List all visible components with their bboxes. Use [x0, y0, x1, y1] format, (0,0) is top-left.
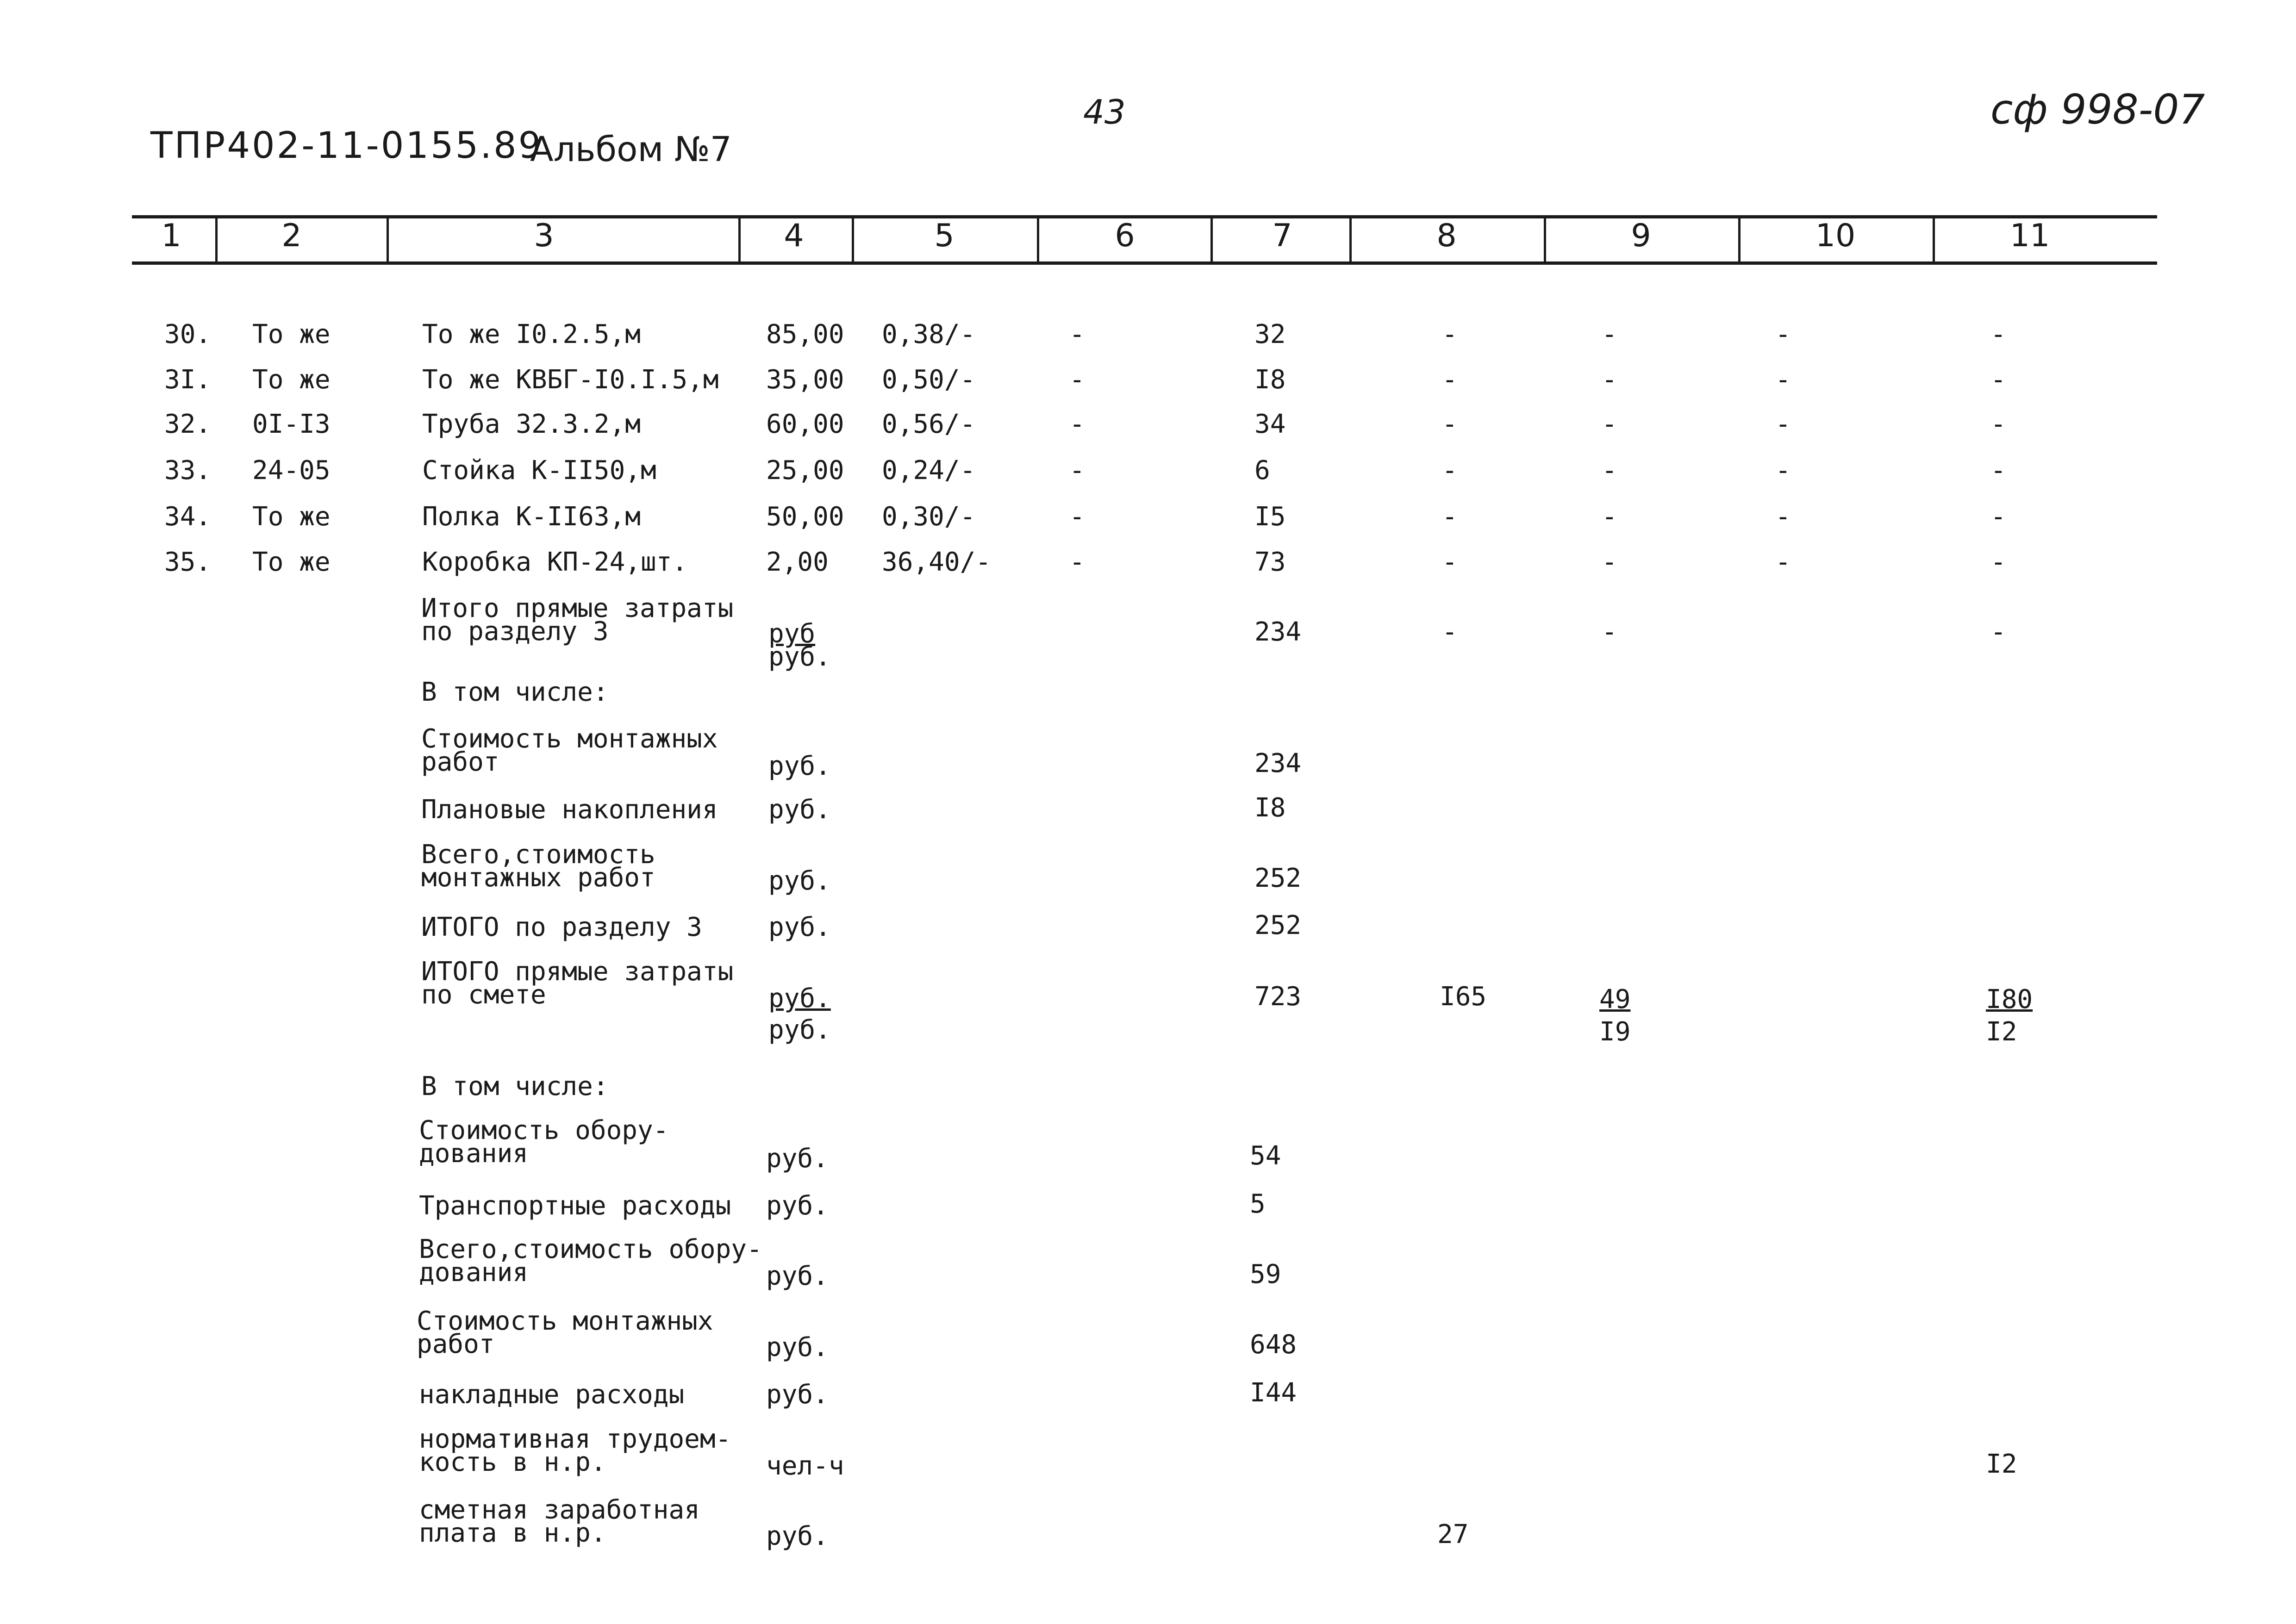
- summary-col7: 59: [1250, 1259, 1281, 1289]
- row-col7: 73: [1254, 547, 1286, 577]
- row-quantity: 25,00: [766, 455, 844, 485]
- summary-label: Транспортные расходы: [419, 1191, 731, 1221]
- summary-unit: руб.: [766, 1380, 829, 1410]
- row-col11: -: [1990, 455, 2006, 485]
- col-separator: [738, 217, 741, 262]
- row-reference: 24-05: [252, 455, 331, 485]
- column-number: 8: [1436, 218, 1457, 254]
- summary-unit: руб.: [766, 1332, 829, 1363]
- column-number: 7: [1272, 218, 1292, 254]
- row-name: Полка К-II63,м: [422, 502, 641, 532]
- row-number: 34.: [164, 502, 212, 532]
- column-number: 10: [1815, 218, 1856, 254]
- row-reference: То же: [252, 365, 331, 395]
- col-separator: [1738, 217, 1741, 262]
- row-col7: 32: [1254, 319, 1286, 349]
- row-col7: I5: [1254, 502, 1286, 532]
- row-col10: -: [1775, 455, 1791, 485]
- summary-unit-top: руб.: [768, 983, 831, 1014]
- column-number: 3: [534, 218, 554, 254]
- column-number: 6: [1115, 218, 1135, 254]
- summary-col7: 252: [1254, 863, 1302, 893]
- row-price: 0,56/-: [882, 409, 976, 439]
- row-quantity: 85,00: [766, 319, 844, 349]
- summary-label: ИТОГО прямые затраты по смете: [421, 957, 734, 1010]
- header-bottom-rule: [132, 261, 2157, 265]
- column-number: 1: [161, 218, 181, 254]
- row-quantity: 60,00: [766, 409, 844, 439]
- page-number: 43: [1083, 93, 1126, 131]
- column-number: 4: [784, 218, 804, 254]
- row-col11: -: [1990, 547, 2006, 577]
- document-code: ТПР402-11-0155.89: [150, 125, 543, 167]
- summary-col7: 5: [1250, 1189, 1266, 1219]
- summary-col11: -: [1990, 617, 2006, 647]
- summary-unit: чел-ч: [766, 1451, 844, 1481]
- row-col9: -: [1602, 547, 1617, 577]
- summary-label: Стоимость монтажных работ: [417, 1306, 713, 1359]
- row-col11: -: [1990, 319, 2006, 349]
- row-col9: -: [1602, 409, 1617, 439]
- summary-col7: 54: [1250, 1141, 1281, 1171]
- summary-col7: 723: [1254, 982, 1302, 1012]
- summary-col11-bottom: I2: [1986, 1017, 2017, 1047]
- row-col10: -: [1775, 409, 1791, 439]
- row-col6: -: [1069, 455, 1085, 485]
- column-number: 9: [1631, 218, 1651, 254]
- summary-unit: руб.: [768, 751, 831, 781]
- summary-col8: -: [1442, 617, 1458, 647]
- row-number: 33.: [164, 455, 212, 485]
- row-col11: -: [1990, 409, 2006, 439]
- summary-label: Плановые накопления: [421, 795, 718, 825]
- row-col9: -: [1602, 319, 1617, 349]
- summary-col7: I44: [1250, 1378, 1297, 1408]
- row-name: Труба 32.3.2,м: [422, 409, 641, 439]
- row-col7: I8: [1254, 365, 1286, 395]
- summary-unit: руб.: [766, 1144, 829, 1174]
- summary-col11-top: I80: [1986, 984, 2033, 1014]
- summary-unit-bottom: руб.: [768, 1015, 831, 1045]
- row-col6: -: [1069, 365, 1085, 395]
- row-col7: 34: [1254, 409, 1286, 439]
- row-reference: То же: [252, 502, 331, 532]
- summary-col7: I8: [1254, 793, 1286, 823]
- summary-label: сметная заработная плата в н.р.: [419, 1495, 700, 1548]
- summary-col8: I65: [1440, 982, 1487, 1012]
- column-number: 11: [2009, 218, 2050, 254]
- row-number: 3I.: [164, 365, 212, 395]
- row-col7: 6: [1254, 455, 1270, 485]
- row-col8: -: [1442, 409, 1458, 439]
- col-separator: [1349, 217, 1352, 262]
- summary-label: Стоимость монтажных работ: [421, 724, 718, 777]
- section-subheading: В том числе:: [421, 1071, 609, 1101]
- row-name: Коробка КП-24,шт.: [422, 547, 688, 577]
- summary-label: Итого прямые затраты по разделу 3: [421, 593, 734, 647]
- col-separator: [1037, 217, 1039, 262]
- summary-unit: руб.: [766, 1261, 829, 1291]
- row-col8: -: [1442, 455, 1458, 485]
- row-col10: -: [1775, 319, 1791, 349]
- summary-col9-top: 49: [1599, 984, 1631, 1014]
- row-col6: -: [1069, 547, 1085, 577]
- row-col8: -: [1442, 547, 1458, 577]
- summary-label: Всего,стоимость обору- дования: [419, 1234, 762, 1288]
- summary-col9-bottom: I9: [1599, 1017, 1631, 1047]
- row-col6: -: [1069, 409, 1085, 439]
- row-col6: -: [1069, 319, 1085, 349]
- summary-col7: 252: [1254, 910, 1302, 940]
- summary-unit: руб.: [766, 1521, 829, 1551]
- row-col10: -: [1775, 547, 1791, 577]
- row-col11: -: [1990, 502, 2006, 532]
- summary-unit-bottom: руб.: [768, 642, 831, 672]
- summary-unit: руб.: [768, 795, 831, 825]
- summary-unit: руб.: [768, 866, 831, 896]
- row-col10: -: [1775, 502, 1791, 532]
- album-number: Альбом №7: [530, 130, 732, 169]
- column-number: 5: [934, 218, 955, 254]
- row-reference: 0I-I3: [252, 409, 331, 439]
- row-name: То же КВБГ-I0.I.5,м: [422, 365, 719, 395]
- row-col8: -: [1442, 319, 1458, 349]
- summary-label: Всего,стоимость монтажных работ: [421, 840, 655, 893]
- row-reference: То же: [252, 547, 331, 577]
- row-price: 36,40/-: [882, 547, 992, 577]
- summary-col11: I2: [1986, 1449, 2017, 1479]
- col-separator: [852, 217, 854, 262]
- column-number: 2: [281, 218, 302, 254]
- row-number: 30.: [164, 319, 212, 349]
- row-col11: -: [1990, 365, 2006, 395]
- row-number: 35.: [164, 547, 212, 577]
- summary-label: Стоимость обору- дования: [419, 1115, 669, 1169]
- summary-col7: 234: [1254, 617, 1302, 647]
- row-price: 0,38/-: [882, 319, 976, 349]
- summary-col7: 648: [1250, 1330, 1297, 1360]
- row-col10: -: [1775, 365, 1791, 395]
- summary-label: накладные расходы: [419, 1380, 685, 1410]
- col-separator: [387, 217, 389, 262]
- row-name: То же I0.2.5,м: [422, 319, 641, 349]
- col-separator: [1544, 217, 1546, 262]
- summary-label: ИТОГО по разделу 3: [421, 912, 702, 942]
- row-quantity: 2,00: [766, 547, 829, 577]
- row-col9: -: [1602, 455, 1617, 485]
- row-price: 0,30/-: [882, 502, 976, 532]
- summary-unit-top: руб: [768, 619, 816, 649]
- row-price: 0,50/-: [882, 365, 976, 395]
- summary-label: нормативная трудоем- кость в н.р.: [419, 1424, 731, 1477]
- row-col9: -: [1602, 365, 1617, 395]
- col-separator: [1933, 217, 1935, 262]
- row-price: 0,24/-: [882, 455, 976, 485]
- row-quantity: 50,00: [766, 502, 844, 532]
- summary-col8: 27: [1437, 1519, 1469, 1549]
- col-separator: [1210, 217, 1213, 262]
- archive-stamp: сф 998-07: [1990, 86, 2205, 133]
- summary-col9: -: [1602, 617, 1617, 647]
- row-quantity: 35,00: [766, 365, 844, 395]
- summary-col7: 234: [1254, 748, 1302, 778]
- row-name: Стойка К-II50,м: [422, 455, 656, 485]
- row-col6: -: [1069, 502, 1085, 532]
- summary-unit: руб.: [768, 912, 831, 942]
- summary-unit: руб.: [766, 1191, 829, 1221]
- section-subheading: В том числе:: [421, 677, 609, 707]
- row-col9: -: [1602, 502, 1617, 532]
- row-reference: То же: [252, 319, 331, 349]
- row-col8: -: [1442, 365, 1458, 395]
- row-number: 32.: [164, 409, 212, 439]
- row-col8: -: [1442, 502, 1458, 532]
